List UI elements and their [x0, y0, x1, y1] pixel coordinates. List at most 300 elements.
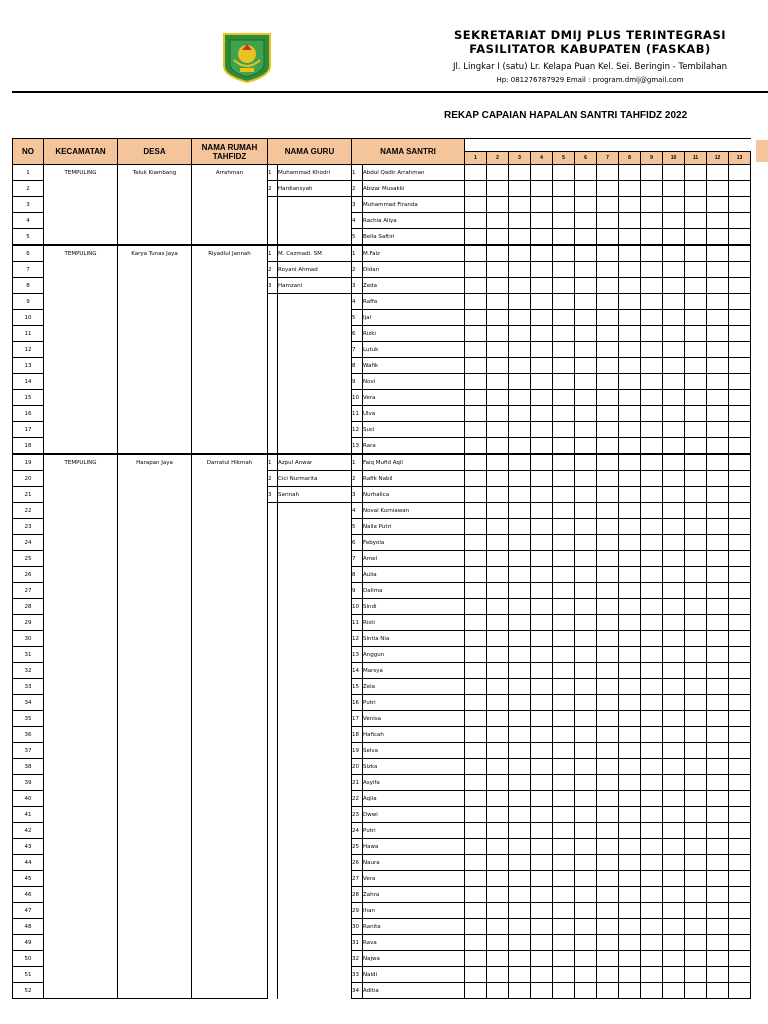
score-cell[interactable] — [531, 935, 553, 951]
score-cell[interactable] — [553, 165, 575, 181]
score-cell[interactable] — [729, 310, 751, 326]
score-cell[interactable] — [465, 663, 487, 679]
score-cell[interactable] — [531, 791, 553, 807]
score-cell[interactable] — [685, 487, 707, 503]
score-cell[interactable] — [597, 775, 619, 791]
score-cell[interactable] — [509, 615, 531, 631]
score-cell[interactable] — [575, 326, 597, 342]
score-cell[interactable] — [465, 631, 487, 647]
score-cell[interactable] — [575, 551, 597, 567]
score-cell[interactable] — [663, 759, 685, 775]
score-cell[interactable] — [729, 599, 751, 615]
score-cell[interactable] — [641, 711, 663, 727]
score-cell[interactable] — [487, 887, 509, 903]
score-cell[interactable] — [531, 406, 553, 422]
score-cell[interactable] — [641, 871, 663, 887]
score-cell[interactable] — [685, 551, 707, 567]
score-cell[interactable] — [619, 839, 641, 855]
score-cell[interactable] — [487, 775, 509, 791]
score-cell[interactable] — [509, 775, 531, 791]
score-cell[interactable] — [707, 503, 729, 519]
score-cell[interactable] — [641, 181, 663, 197]
score-cell[interactable] — [509, 583, 531, 599]
score-cell[interactable] — [729, 935, 751, 951]
score-cell[interactable] — [663, 294, 685, 310]
score-cell[interactable] — [509, 759, 531, 775]
score-cell[interactable] — [487, 727, 509, 743]
score-cell[interactable] — [685, 583, 707, 599]
score-cell[interactable] — [509, 326, 531, 342]
score-cell[interactable] — [619, 951, 641, 967]
score-cell[interactable] — [729, 181, 751, 197]
score-cell[interactable] — [729, 197, 751, 213]
score-cell[interactable] — [685, 711, 707, 727]
score-cell[interactable] — [509, 919, 531, 935]
score-cell[interactable] — [663, 775, 685, 791]
score-cell[interactable] — [553, 422, 575, 438]
score-cell[interactable] — [531, 519, 553, 535]
score-cell[interactable] — [707, 871, 729, 887]
score-cell[interactable] — [575, 695, 597, 711]
score-cell[interactable] — [487, 935, 509, 951]
score-cell[interactable] — [487, 278, 509, 294]
score-cell[interactable] — [487, 855, 509, 871]
score-cell[interactable] — [553, 535, 575, 551]
score-cell[interactable] — [641, 262, 663, 278]
score-cell[interactable] — [509, 695, 531, 711]
score-cell[interactable] — [641, 326, 663, 342]
score-cell[interactable] — [729, 919, 751, 935]
score-cell[interactable] — [553, 197, 575, 213]
score-cell[interactable] — [663, 695, 685, 711]
score-cell[interactable] — [509, 535, 531, 551]
score-cell[interactable] — [641, 599, 663, 615]
score-cell[interactable] — [685, 775, 707, 791]
score-cell[interactable] — [707, 743, 729, 759]
score-cell[interactable] — [597, 165, 619, 181]
score-cell[interactable] — [663, 326, 685, 342]
score-cell[interactable] — [553, 679, 575, 695]
score-cell[interactable] — [553, 807, 575, 823]
score-cell[interactable] — [487, 807, 509, 823]
score-cell[interactable] — [465, 519, 487, 535]
score-cell[interactable] — [487, 967, 509, 983]
score-cell[interactable] — [553, 503, 575, 519]
score-cell[interactable] — [509, 487, 531, 503]
score-cell[interactable] — [575, 374, 597, 390]
score-cell[interactable] — [575, 951, 597, 967]
score-cell[interactable] — [707, 807, 729, 823]
score-cell[interactable] — [575, 615, 597, 631]
score-cell[interactable] — [619, 727, 641, 743]
score-cell[interactable] — [663, 727, 685, 743]
score-cell[interactable] — [531, 567, 553, 583]
score-cell[interactable] — [685, 839, 707, 855]
score-cell[interactable] — [509, 983, 531, 999]
score-cell[interactable] — [465, 935, 487, 951]
score-cell[interactable] — [575, 422, 597, 438]
score-cell[interactable] — [465, 165, 487, 181]
score-cell[interactable] — [575, 454, 597, 471]
score-cell[interactable] — [641, 631, 663, 647]
score-cell[interactable] — [685, 727, 707, 743]
score-cell[interactable] — [685, 919, 707, 935]
score-cell[interactable] — [487, 422, 509, 438]
score-cell[interactable] — [487, 326, 509, 342]
score-cell[interactable] — [575, 358, 597, 374]
score-cell[interactable] — [641, 583, 663, 599]
score-cell[interactable] — [509, 727, 531, 743]
score-cell[interactable] — [619, 535, 641, 551]
score-cell[interactable] — [597, 887, 619, 903]
score-cell[interactable] — [619, 791, 641, 807]
score-cell[interactable] — [553, 983, 575, 999]
score-cell[interactable] — [465, 390, 487, 406]
score-cell[interactable] — [509, 406, 531, 422]
score-cell[interactable] — [531, 967, 553, 983]
score-cell[interactable] — [685, 245, 707, 262]
score-cell[interactable] — [641, 310, 663, 326]
score-cell[interactable] — [465, 454, 487, 471]
score-cell[interactable] — [707, 454, 729, 471]
score-cell[interactable] — [531, 807, 553, 823]
score-cell[interactable] — [487, 390, 509, 406]
score-cell[interactable] — [487, 471, 509, 487]
score-cell[interactable] — [597, 326, 619, 342]
score-cell[interactable] — [729, 454, 751, 471]
score-cell[interactable] — [707, 775, 729, 791]
score-cell[interactable] — [619, 342, 641, 358]
score-cell[interactable] — [729, 711, 751, 727]
score-cell[interactable] — [553, 631, 575, 647]
score-cell[interactable] — [641, 679, 663, 695]
score-cell[interactable] — [641, 422, 663, 438]
score-cell[interactable] — [575, 406, 597, 422]
score-cell[interactable] — [641, 503, 663, 519]
score-cell[interactable] — [685, 165, 707, 181]
score-cell[interactable] — [707, 165, 729, 181]
score-cell[interactable] — [619, 390, 641, 406]
score-cell[interactable] — [729, 390, 751, 406]
score-cell[interactable] — [465, 551, 487, 567]
score-cell[interactable] — [641, 855, 663, 871]
score-cell[interactable] — [597, 695, 619, 711]
score-cell[interactable] — [531, 262, 553, 278]
score-cell[interactable] — [597, 935, 619, 951]
score-cell[interactable] — [729, 535, 751, 551]
score-cell[interactable] — [685, 358, 707, 374]
score-cell[interactable] — [663, 535, 685, 551]
score-cell[interactable] — [663, 871, 685, 887]
score-cell[interactable] — [685, 855, 707, 871]
score-cell[interactable] — [619, 487, 641, 503]
score-cell[interactable] — [509, 711, 531, 727]
score-cell[interactable] — [575, 647, 597, 663]
score-cell[interactable] — [509, 839, 531, 855]
score-cell[interactable] — [531, 503, 553, 519]
score-cell[interactable] — [465, 438, 487, 455]
score-cell[interactable] — [641, 967, 663, 983]
score-cell[interactable] — [531, 855, 553, 871]
score-cell[interactable] — [553, 262, 575, 278]
score-cell[interactable] — [575, 823, 597, 839]
score-cell[interactable] — [531, 229, 553, 246]
score-cell[interactable] — [575, 262, 597, 278]
score-cell[interactable] — [487, 871, 509, 887]
score-cell[interactable] — [619, 903, 641, 919]
score-cell[interactable] — [729, 213, 751, 229]
score-cell[interactable] — [531, 326, 553, 342]
score-cell[interactable] — [663, 358, 685, 374]
score-cell[interactable] — [575, 181, 597, 197]
score-cell[interactable] — [663, 663, 685, 679]
score-cell[interactable] — [509, 310, 531, 326]
score-cell[interactable] — [619, 743, 641, 759]
score-cell[interactable] — [465, 807, 487, 823]
score-cell[interactable] — [553, 647, 575, 663]
score-cell[interactable] — [641, 951, 663, 967]
score-cell[interactable] — [707, 791, 729, 807]
score-cell[interactable] — [531, 951, 553, 967]
score-cell[interactable] — [509, 679, 531, 695]
score-cell[interactable] — [707, 535, 729, 551]
score-cell[interactable] — [663, 631, 685, 647]
score-cell[interactable] — [575, 438, 597, 455]
score-cell[interactable] — [531, 294, 553, 310]
score-cell[interactable] — [663, 390, 685, 406]
score-cell[interactable] — [729, 727, 751, 743]
score-cell[interactable] — [663, 454, 685, 471]
score-cell[interactable] — [597, 855, 619, 871]
score-cell[interactable] — [619, 807, 641, 823]
score-cell[interactable] — [729, 229, 751, 246]
score-cell[interactable] — [465, 615, 487, 631]
score-cell[interactable] — [575, 983, 597, 999]
score-cell[interactable] — [707, 294, 729, 310]
score-cell[interactable] — [619, 503, 641, 519]
score-cell[interactable] — [553, 245, 575, 262]
score-cell[interactable] — [487, 631, 509, 647]
score-cell[interactable] — [663, 197, 685, 213]
score-cell[interactable] — [685, 807, 707, 823]
score-cell[interactable] — [575, 342, 597, 358]
score-cell[interactable] — [465, 262, 487, 278]
score-cell[interactable] — [619, 358, 641, 374]
score-cell[interactable] — [619, 919, 641, 935]
score-cell[interactable] — [597, 406, 619, 422]
score-cell[interactable] — [619, 310, 641, 326]
score-cell[interactable] — [597, 551, 619, 567]
score-cell[interactable] — [531, 165, 553, 181]
score-cell[interactable] — [685, 454, 707, 471]
score-cell[interactable] — [597, 647, 619, 663]
score-cell[interactable] — [663, 855, 685, 871]
score-cell[interactable] — [619, 181, 641, 197]
score-cell[interactable] — [619, 663, 641, 679]
score-cell[interactable] — [509, 871, 531, 887]
score-cell[interactable] — [685, 342, 707, 358]
score-cell[interactable] — [641, 695, 663, 711]
score-cell[interactable] — [619, 165, 641, 181]
score-cell[interactable] — [619, 551, 641, 567]
score-cell[interactable] — [619, 213, 641, 229]
score-cell[interactable] — [553, 695, 575, 711]
score-cell[interactable] — [619, 438, 641, 455]
score-cell[interactable] — [707, 406, 729, 422]
score-cell[interactable] — [729, 278, 751, 294]
score-cell[interactable] — [531, 663, 553, 679]
score-cell[interactable] — [575, 791, 597, 807]
score-cell[interactable] — [531, 647, 553, 663]
score-cell[interactable] — [641, 229, 663, 246]
score-cell[interactable] — [531, 887, 553, 903]
score-cell[interactable] — [465, 358, 487, 374]
score-cell[interactable] — [663, 471, 685, 487]
score-cell[interactable] — [465, 887, 487, 903]
score-cell[interactable] — [553, 967, 575, 983]
score-cell[interactable] — [509, 422, 531, 438]
score-cell[interactable] — [685, 631, 707, 647]
score-cell[interactable] — [575, 631, 597, 647]
score-cell[interactable] — [487, 535, 509, 551]
score-cell[interactable] — [729, 358, 751, 374]
score-cell[interactable] — [465, 197, 487, 213]
score-cell[interactable] — [619, 935, 641, 951]
score-cell[interactable] — [597, 583, 619, 599]
score-cell[interactable] — [663, 310, 685, 326]
score-cell[interactable] — [597, 278, 619, 294]
score-cell[interactable] — [729, 839, 751, 855]
score-cell[interactable] — [465, 679, 487, 695]
score-cell[interactable] — [487, 262, 509, 278]
score-cell[interactable] — [575, 197, 597, 213]
score-cell[interactable] — [553, 583, 575, 599]
score-cell[interactable] — [509, 967, 531, 983]
score-cell[interactable] — [663, 422, 685, 438]
score-cell[interactable] — [641, 390, 663, 406]
score-cell[interactable] — [509, 438, 531, 455]
score-cell[interactable] — [663, 679, 685, 695]
score-cell[interactable] — [707, 229, 729, 246]
score-cell[interactable] — [575, 743, 597, 759]
score-cell[interactable] — [465, 294, 487, 310]
score-cell[interactable] — [509, 951, 531, 967]
score-cell[interactable] — [509, 503, 531, 519]
score-cell[interactable] — [553, 406, 575, 422]
score-cell[interactable] — [575, 471, 597, 487]
score-cell[interactable] — [575, 727, 597, 743]
score-cell[interactable] — [597, 919, 619, 935]
score-cell[interactable] — [729, 245, 751, 262]
score-cell[interactable] — [597, 711, 619, 727]
score-cell[interactable] — [685, 294, 707, 310]
score-cell[interactable] — [597, 663, 619, 679]
score-cell[interactable] — [465, 647, 487, 663]
score-cell[interactable] — [597, 951, 619, 967]
score-cell[interactable] — [685, 181, 707, 197]
score-cell[interactable] — [729, 567, 751, 583]
score-cell[interactable] — [663, 951, 685, 967]
score-cell[interactable] — [663, 342, 685, 358]
score-cell[interactable] — [487, 181, 509, 197]
score-cell[interactable] — [663, 551, 685, 567]
score-cell[interactable] — [531, 535, 553, 551]
score-cell[interactable] — [553, 791, 575, 807]
score-cell[interactable] — [509, 181, 531, 197]
score-cell[interactable] — [531, 903, 553, 919]
score-cell[interactable] — [531, 422, 553, 438]
score-cell[interactable] — [465, 229, 487, 246]
score-cell[interactable] — [685, 615, 707, 631]
score-cell[interactable] — [641, 743, 663, 759]
score-cell[interactable] — [707, 615, 729, 631]
score-cell[interactable] — [531, 278, 553, 294]
score-cell[interactable] — [619, 245, 641, 262]
score-cell[interactable] — [487, 903, 509, 919]
score-cell[interactable] — [487, 374, 509, 390]
score-cell[interactable] — [575, 390, 597, 406]
score-cell[interactable] — [729, 807, 751, 823]
score-cell[interactable] — [707, 358, 729, 374]
score-cell[interactable] — [641, 567, 663, 583]
score-cell[interactable] — [729, 471, 751, 487]
score-cell[interactable] — [597, 807, 619, 823]
score-cell[interactable] — [729, 855, 751, 871]
score-cell[interactable] — [663, 887, 685, 903]
score-cell[interactable] — [575, 775, 597, 791]
score-cell[interactable] — [729, 406, 751, 422]
score-cell[interactable] — [641, 775, 663, 791]
score-cell[interactable] — [663, 839, 685, 855]
score-cell[interactable] — [663, 487, 685, 503]
score-cell[interactable] — [641, 935, 663, 951]
score-cell[interactable] — [663, 711, 685, 727]
score-cell[interactable] — [487, 310, 509, 326]
score-cell[interactable] — [729, 663, 751, 679]
score-cell[interactable] — [509, 358, 531, 374]
score-cell[interactable] — [729, 823, 751, 839]
score-cell[interactable] — [509, 262, 531, 278]
score-cell[interactable] — [685, 759, 707, 775]
score-cell[interactable] — [509, 647, 531, 663]
score-cell[interactable] — [509, 631, 531, 647]
score-cell[interactable] — [729, 903, 751, 919]
score-cell[interactable] — [487, 919, 509, 935]
score-cell[interactable] — [597, 791, 619, 807]
score-cell[interactable] — [553, 775, 575, 791]
score-cell[interactable] — [707, 278, 729, 294]
score-cell[interactable] — [619, 871, 641, 887]
score-cell[interactable] — [597, 181, 619, 197]
score-cell[interactable] — [619, 406, 641, 422]
score-cell[interactable] — [509, 278, 531, 294]
score-cell[interactable] — [685, 791, 707, 807]
score-cell[interactable] — [575, 278, 597, 294]
score-cell[interactable] — [465, 727, 487, 743]
score-cell[interactable] — [663, 647, 685, 663]
score-cell[interactable] — [465, 213, 487, 229]
score-cell[interactable] — [575, 599, 597, 615]
score-cell[interactable] — [641, 839, 663, 855]
score-cell[interactable] — [685, 229, 707, 246]
score-cell[interactable] — [553, 358, 575, 374]
score-cell[interactable] — [619, 326, 641, 342]
score-cell[interactable] — [729, 775, 751, 791]
score-cell[interactable] — [729, 615, 751, 631]
score-cell[interactable] — [487, 743, 509, 759]
score-cell[interactable] — [707, 374, 729, 390]
score-cell[interactable] — [641, 406, 663, 422]
